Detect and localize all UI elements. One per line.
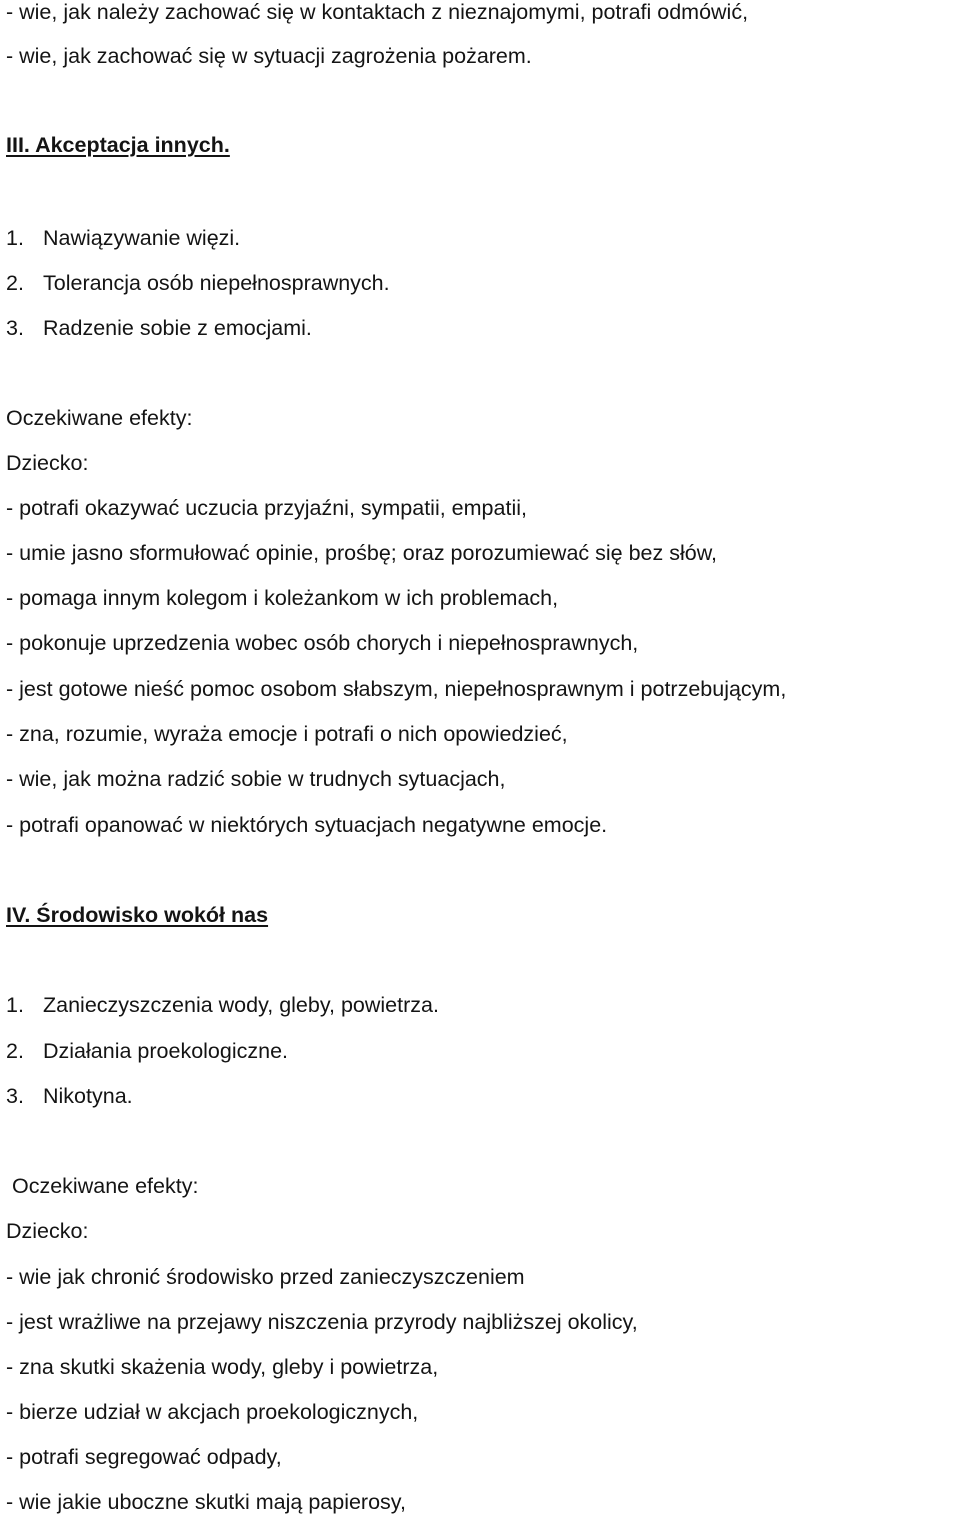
child-label: Dziecko:: [6, 451, 89, 475]
effect-item: - potrafi opanować w niektórych sytuacjach negatywne emocje.: [6, 813, 608, 837]
section-heading: III. Akceptacja innych.: [6, 133, 230, 157]
list-item-text: Działania proekologiczne.: [43, 1039, 289, 1063]
list-item: [6, 1041, 288, 1063]
list-item: [6, 1086, 133, 1108]
effects-label: Oczekiwane efekty:: [6, 406, 193, 430]
list-item-number: 2.: [6, 271, 24, 295]
list-item: [6, 318, 312, 340]
effect-item: - potrafi segregować odpady,: [6, 1445, 282, 1469]
effect-item: - pomaga innym kolegom i koleżankom w ich problemach,: [6, 586, 559, 610]
list-item-text: Nikotyna.: [43, 1084, 133, 1108]
list-item-number: 1.: [6, 226, 24, 250]
list-item-number: 3.: [6, 1084, 24, 1108]
section-heading: IV. Środowisko wokół nas: [6, 903, 269, 927]
list-item: [6, 995, 439, 1017]
list-item-text: Zanieczyszczenia wody, gleby, powietrza.: [43, 993, 439, 1017]
effect-item: - zna skutki skażenia wody, gleby i powietrza,: [6, 1355, 439, 1379]
list-item: [6, 273, 390, 295]
bullet-line: - wie, jak należy zachować się w kontaktach z nieznajomymi, potrafi odmówić,: [6, 0, 749, 24]
list-item-number: 1.: [6, 993, 24, 1017]
child-label: Dziecko:: [6, 1219, 89, 1243]
list-item-number: 2.: [6, 1039, 24, 1063]
effect-item: - jest wrażliwe na przejawy niszczenia przyrody najbliższej okolicy,: [6, 1310, 638, 1334]
effect-item: - umie jasno sformułować opinie, prośbę; oraz porozumiewać się bez słów,: [6, 541, 718, 565]
effect-item: - potrafi okazywać uczucia przyjaźni, sympatii, empatii,: [6, 496, 527, 520]
list-item-text: Nawiązywanie więzi.: [43, 226, 241, 250]
list-item-text: Tolerancja osób niepełnosprawnych.: [43, 271, 390, 295]
effect-item: - jest gotowe nieść pomoc osobom słabszym, niepełnosprawnym i potrzebującym,: [6, 677, 787, 701]
effect-item: - pokonuje uprzedzenia wobec osób chorych i niepełnosprawnych,: [6, 631, 639, 655]
list-item-number: 3.: [6, 316, 24, 340]
effect-item: - wie jak chronić środowisko przed zanieczyszczeniem: [6, 1265, 525, 1289]
effects-label: Oczekiwane efekty:: [12, 1174, 199, 1198]
list-item-text: Radzenie sobie z emocjami.: [43, 316, 312, 340]
effect-item: - zna, rozumie, wyraża emocje i potrafi o nich opowiedzieć,: [6, 722, 568, 746]
list-item: [6, 228, 240, 250]
effect-item: - wie, jak można radzić sobie w trudnych sytuacjach,: [6, 767, 506, 791]
effect-item: - bierze udział w akcjach proekologicznych,: [6, 1400, 419, 1424]
bullet-line: - wie, jak zachować się w sytuacji zagrożenia pożarem.: [6, 44, 532, 68]
effect-item: - wie jakie uboczne skutki mają papierosy,: [6, 1490, 406, 1514]
